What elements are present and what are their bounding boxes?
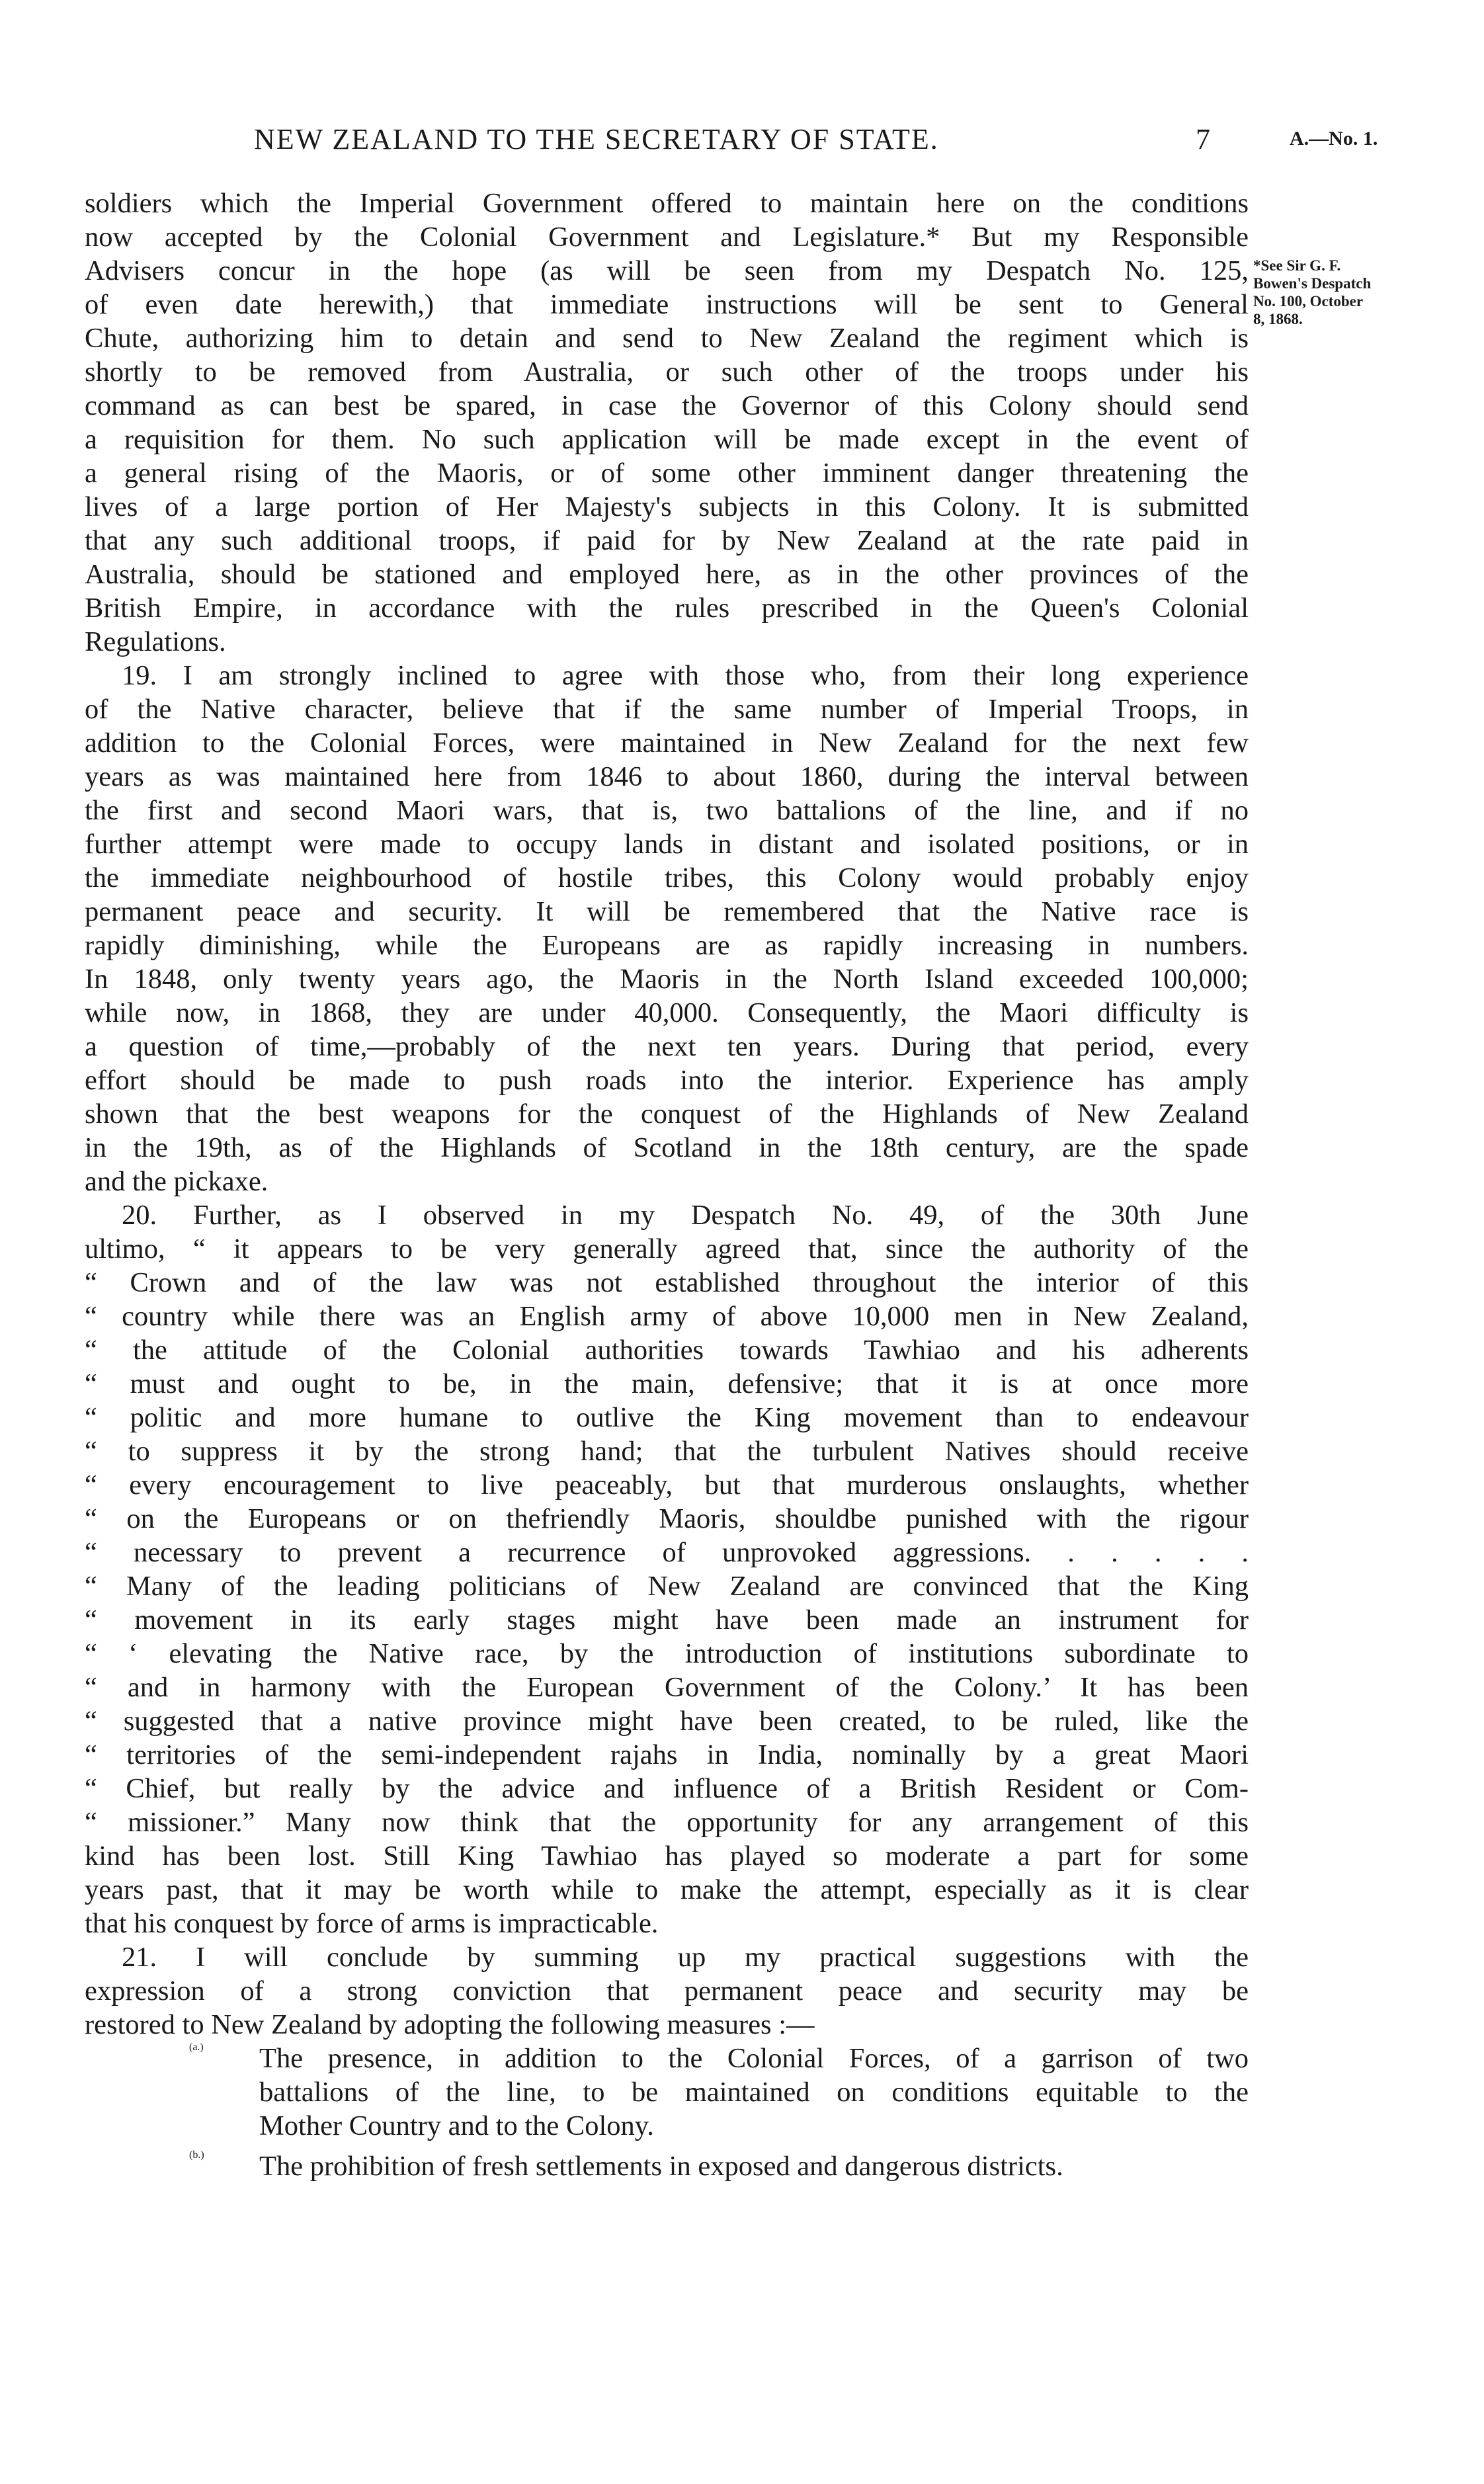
text-line: “ Crown and of the law was not established throughout the interior of this [85,1267,1249,1298]
text-line: a requisition for them. No such application will be made except in the event of [85,424,1249,455]
text-line: “ and in harmony with the European Government of the Colony.’ It has been [85,1672,1249,1703]
text-line: soldiers which the Imperial Government offered to maintain here on the conditions [85,188,1249,219]
text-line: years past, that it may be worth while to make the attempt, especially as it is clear [85,1874,1249,1905]
text-line: In 1848, only twenty years ago, the Maoris in the North Island exceeded 100,000; [85,964,1249,995]
text-line: “ the attitude of the Colonial authorities towards Tawhiao and his adherents [85,1335,1249,1366]
text-line: the first and second Maori wars, that is, two battalions of the line, and if no [85,795,1249,826]
text-line: and the pickaxe. [85,1166,268,1197]
margin-note-line: No. 100, October [1253,293,1364,310]
document-reference: A.—No. 1. [1290,128,1378,149]
text-line: in the 19th, as of the Highlands of Scotland in the 18th century, are the spade [85,1132,1249,1163]
text-line: rapidly diminishing, while the Europeans are as rapidly increasing in numbers. [85,930,1249,961]
body-text [85,186,1249,2183]
text-line: the immediate neighbourhood of hostile tribes, this Colony would probably enjoy [85,862,1249,893]
text-line: permanent peace and security. It will be remembered that the Native race is [85,896,1249,927]
text-line: “ movement in its early stages might have been made an instrument for [85,1604,1249,1635]
text-line: shown that the best weapons for the conquest of the Highlands of New Zealand [85,1098,1249,1130]
text-line: Chute, authorizing him to detain and send to New Zealand the regiment which is [85,323,1249,354]
text-line: “ Many of the leading politicians of New Zealand are convinced that the King [85,1571,1249,1602]
text-line: now accepted by the Colonial Government and Legislature.* But my Responsible [85,222,1249,253]
list-item-line: battalions of the line, to be maintained on conditions equitable to the [259,2077,1249,2108]
text-line: a general rising of the Maoris, or of some other imminent danger threatening the [85,458,1249,489]
text-line: “ territories of the semi-independent rajahs in India, nominally by a great Maori [85,1739,1249,1770]
text-line: that any such additional troops, if paid for by New Zealand at the rate paid in [85,525,1249,556]
text-line: of even date herewith,) that immediate instructions will be sent to General [85,289,1249,320]
text-line: “ to suppress it by the strong hand; that the turbulent Natives should receive [85,1436,1249,1467]
text-line: years as was maintained here from 1846 to about 1860, during the interval between [85,761,1249,792]
text-line: “ necessary to prevent a recurrence of unprovoked aggressions. . . . . . [85,1537,1249,1568]
text-line: “ every encouragement to live peaceably, but that murderous onslaughts, whether [85,1470,1249,1501]
text-line: ultimo, “ it appears to be very generally agreed that, since the authority of the [85,1233,1249,1264]
paragraph [85,186,1249,659]
list-item-line: Mother Country and to the Colony. [259,2110,654,2141]
list-item [189,2042,1249,2143]
text-line: shortly to be removed from Australia, or such other of the troops under his [85,356,1249,388]
list-item-marker: (b.) [189,2149,204,2161]
text-line: “ politic and more humane to outlive the King movement than to endeavour [85,1402,1249,1433]
text-line: of the Native character, believe that if the same number of Imperial Troops, in [85,694,1249,725]
page-title: NEW ZEALAND TO THE SECRETARY OF STATE. [254,123,939,155]
page-number: 7 [1196,123,1210,155]
text-line: “ country while there was an English army of above 10,000 men in New Zealand, [85,1301,1249,1332]
text-line: Regulations. [85,626,226,657]
text-line: command as can best be spared, in case the Governor of this Colony should send [85,390,1249,421]
text-line: 19. I am strongly inclined to agree with those who, from their long experience [122,660,1249,691]
list-item-line: The presence, in addition to the Colonial Forces, of a garrison of two [259,2043,1249,2074]
text-line: “ suggested that a native province might have been created, to be ruled, like the [85,1706,1249,1737]
text-line: a question of time,—probably of the next ten years. During that period, every [85,1031,1249,1062]
text-line: Australia, should be stationed and employed here, as in the other provinces of the [85,559,1249,590]
list-item [189,2149,1249,2183]
list-item-marker: (a.) [189,2042,204,2053]
text-line: 20. Further, as I observed in my Despatch No. 49, of the 30th June [122,1200,1249,1231]
text-line: “ ‘ elevating the Native race, by the introduction of institutions subordinate to [85,1638,1249,1669]
paragraph [85,1940,1249,2042]
text-line: “ must and ought to be, in the main, defensive; that it is at once more [85,1368,1249,1399]
text-line: British Empire, in accordance with the rules prescribed in the Queen's Colonial [85,593,1249,624]
margin-note-line: *See Sir G. F. [1253,257,1341,274]
text-line: that his conquest by force of arms is impracticable. [85,1908,659,1939]
text-line: further attempt were made to occupy lands in distant and isolated positions, or in [85,829,1249,860]
text-line: “ on the Europeans or on thefriendly Maoris, shouldbe punished with the rigour [85,1503,1249,1534]
list-item-line: The prohibition of fresh settlements in exposed and dangerous districts. [259,2151,1063,2182]
text-line: while now, in 1868, they are under 40,000. Consequently, the Maori difficulty is [85,997,1249,1028]
margin-note [1253,257,1425,328]
text-line: Advisers concur in the hope (as will be seen from my Despatch No. 125, [85,255,1249,286]
text-line: “ missioner.” Many now think that the opportunity for any arrangement of this [85,1807,1249,1838]
text-line: lives of a large portion of Her Majesty's subjects in this Colony. It is submitted [85,491,1249,522]
paragraph [85,659,1249,1198]
margin-note-line: 8, 1868. [1253,311,1303,327]
paragraph [85,1198,1249,1940]
running-header [0,122,1484,162]
text-line: restored to New Zealand by adopting the following measures :— [85,2009,815,2040]
text-line: effort should be made to push roads into the interior. Experience has amply [85,1065,1249,1096]
text-line: kind has been lost. Still King Tawhiao has played so moderate a part for some [85,1841,1249,1872]
text-line: “ Chief, but really by the advice and influence of a British Resident or Com- [85,1773,1249,1804]
margin-note-line: Bowen's Despatch [1253,275,1372,292]
text-line: expression of a strong conviction that permanent peace and security may be [85,1975,1249,2007]
text-line: 21. I will conclude by summing up my practical suggestions with the [122,1942,1249,1973]
text-line: addition to the Colonial Forces, were maintained in New Zealand for the next few [85,727,1249,759]
